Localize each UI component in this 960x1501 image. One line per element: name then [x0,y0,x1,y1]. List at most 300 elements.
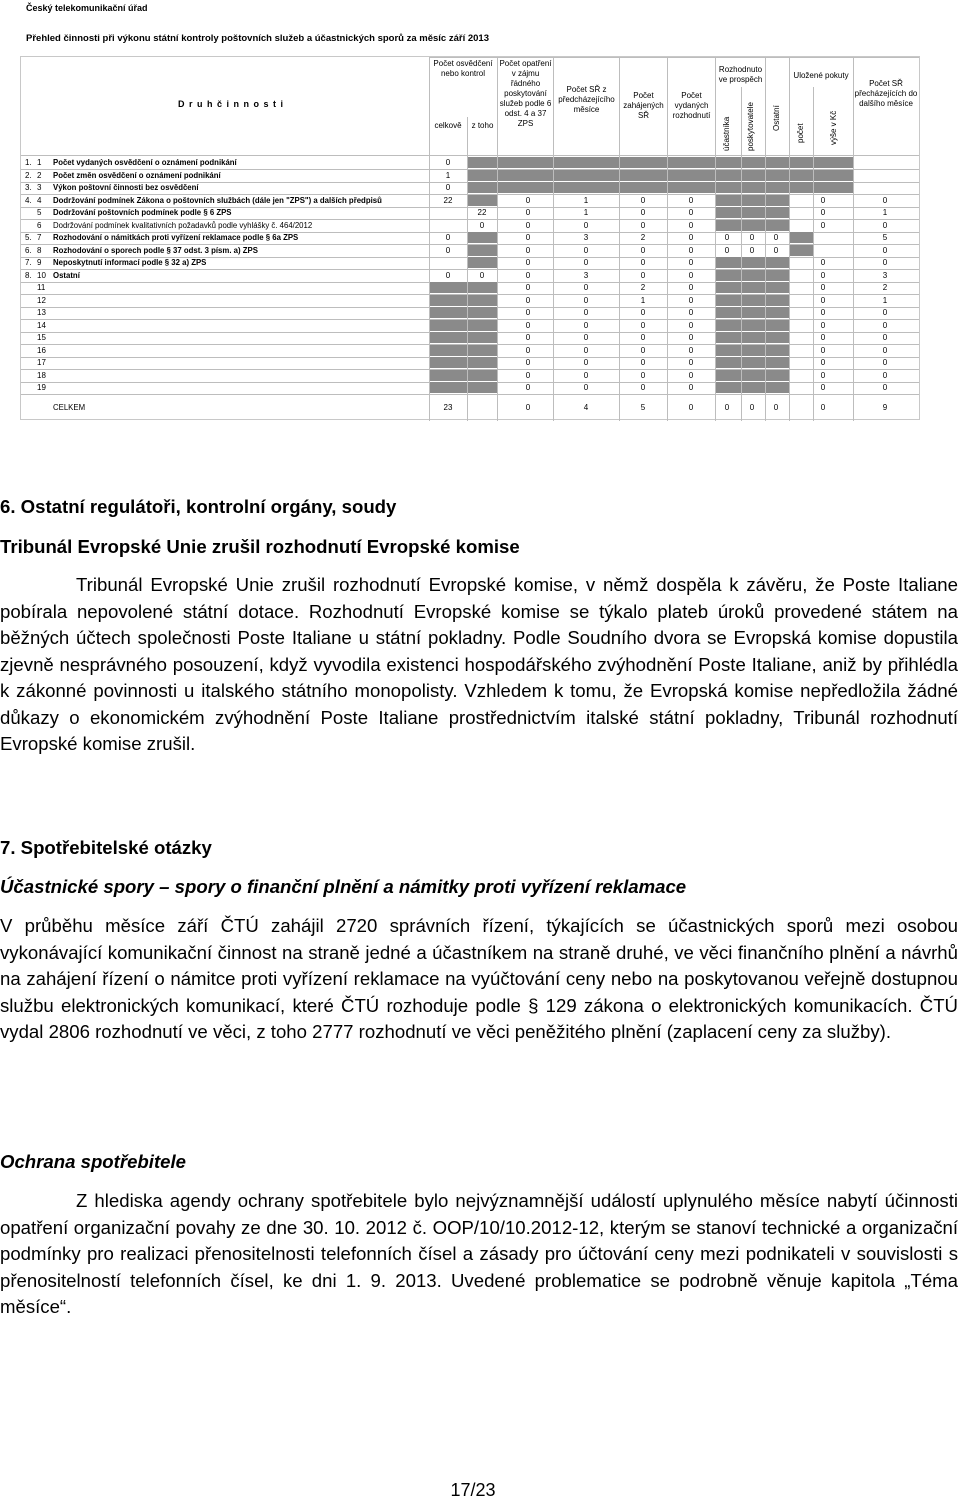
header-prechazejicich: Počet SŘ přecházejících do dalšího měsíce [854,79,918,108]
cell-value: 0 [479,270,485,280]
figure-org-name: Český telekomunikační úřad [26,3,148,13]
cell-value: 0 [640,333,646,342]
section-6-paragraph: Tribunál Evropské Unie zrušil rozhodnutí Evropské komise, v němž dospěla k závěru, že Poste Italiane pobírala nepovolené státní dotace. Rozhodnutí Evropské komise se týkalo plateb úroků provedené státem na běžných účtech společnosti Poste Italiane u státní pokladny. Podle Soudního dvora se Evropská komise dopustila zjevně nesprávného posouzení, když vyvodila existenci hospodářského zvýhodnění Poste Italiane, aniž by přihlédla k zákonné povinnosti u italského státního monopolisty. Vzhledem k tomu, že Evropská komise nepředložila žádné důkazy o ekonomickém zvýhodnění Poste Italiane prostřednictvím italské státní pokladny, Tribunál rozhodnutí Evropské komise zrušil. [0,574,958,754]
shaded-cell [742,332,765,343]
cell-value: 1 [640,295,646,305]
cell-value: 0 [882,195,888,205]
shaded-cell [716,170,741,181]
cell-value: 3 [882,270,888,280]
row-index: 14 [37,320,46,330]
shaded-cell [766,207,789,218]
table-row [21,307,921,319]
cell-value: 0 [583,308,589,317]
shaded-cell [766,282,789,293]
row-index: 4 [37,195,42,205]
header-ve-prospech: Rozhodnuto ve prospěch [718,65,763,84]
cell-value: 0 [820,358,826,367]
shaded-cell [716,357,741,368]
cell-value: 0 [688,358,694,367]
cell-value: 0 [724,233,730,242]
table-row [21,282,921,294]
shaded-cell [742,257,765,268]
shaded-cell [742,182,765,193]
cell-value: 0 [525,270,531,280]
cell-value: 0 [525,283,531,292]
shaded-cell [554,157,619,168]
shaded-cell [716,220,741,231]
cell-value: 0 [820,295,826,305]
shaded-cell [668,182,715,193]
shaded-cell [468,345,497,356]
shaded-cell [766,307,789,318]
cell-value: 0 [583,333,589,342]
row-label: Počet změn osvědčení o oznámení podnikání [53,170,221,180]
cell-value: 0 [773,233,779,242]
row-number: 8. [25,270,32,280]
header-poskytovatele: poskytovatele [746,102,755,151]
header-celkem: celkově [434,121,462,130]
header-vyse: výše v Kč [829,110,838,145]
figure-title: Přehled činnosti při výkonu státní kontroly poštovních služeb a účastnických sporů za měsíc září 2013 [26,33,489,44]
cell-value: 0 [882,308,888,317]
shaded-cell [620,182,667,193]
shaded-cell [498,170,553,181]
shaded-cell [742,282,765,293]
cell-value: 0 [820,333,826,342]
shaded-cell [742,370,765,381]
shaded-cell [468,182,497,193]
cell-value: 0 [525,358,531,367]
shaded-cell [430,357,467,368]
shaded-cell [790,245,813,256]
row-label: Rozhodování o sporech podle § 37 odst. 3 písm. a) ZPS [53,245,258,255]
header-bottom-line [21,155,919,156]
header-ulozene: Uložené pokuty [793,71,849,80]
cell-value: 0 [820,270,826,280]
shaded-cell [742,307,765,318]
cell-value: 0 [640,245,646,255]
cell-value: 0 [525,220,531,230]
cell-value: 0 [583,283,589,292]
cell-value: 0 [773,245,779,255]
shaded-cell [742,382,765,393]
cell-value: 0 [882,383,888,392]
shaded-cell [554,170,619,181]
consumer-protection-heading: Ochrana spotřebitele [0,1151,186,1172]
shaded-cell [716,382,741,393]
row-number: 6. [25,245,32,255]
cell-value: 0 [583,383,589,392]
cell-value: 0 [525,320,531,330]
table-total-row [21,402,921,414]
cell-value: 0 [583,245,589,255]
row-index: 9 [37,258,42,267]
row-index: 17 [37,358,46,367]
cell-value: 0 [640,370,646,380]
cell-value: 0 [820,258,826,267]
shaded-cell [468,382,497,393]
shaded-cell [766,332,789,343]
total-value: 0 [773,403,779,412]
table-row [21,320,921,332]
shaded-cell [468,245,497,256]
cell-value: 0 [640,220,646,230]
total-label: CELKEM [53,403,86,412]
total-value: 0 [820,403,826,412]
shaded-cell [430,307,467,318]
shaded-cell [766,357,789,368]
row-index: 16 [37,345,46,355]
cell-value: 0 [640,345,646,355]
cell-value: 2 [882,283,888,292]
cell-value: 0 [820,320,826,330]
row-label: Dodržování podmínek Zákona o poštovních službách (dále jen "ZPS") a dalších předpisů [53,195,382,205]
cell-value: 0 [445,183,451,192]
row-number: 3. [25,183,32,192]
header-ztoho: z toho [471,121,494,130]
cell-value: 0 [688,220,694,230]
row-label: Výkon poštovní činnosti bez osvědčení [53,183,199,192]
cell-value: 0 [583,345,589,355]
shaded-cell [766,270,789,281]
shaded-cell [468,295,497,306]
shaded-cell [498,182,553,193]
cell-value: 0 [688,383,694,392]
row-index: 7 [37,233,42,242]
shaded-cell [468,195,497,206]
shaded-cell [430,345,467,356]
cell-value: 0 [640,208,646,217]
shaded-cell [716,320,741,331]
row-number: 4. [25,195,32,205]
table-row [21,382,921,394]
row-index: 10 [37,270,46,280]
shaded-cell [814,170,853,181]
cell-value: 0 [882,345,888,355]
row-label: Rozhodování o námitkách proti vyřízení reklamace podle § 6a ZPS [53,233,299,242]
shaded-cell [814,157,853,168]
cell-value: 0 [882,358,888,367]
cell-value: 1 [882,295,888,305]
table-row [21,295,921,307]
shaded-cell [716,207,741,218]
shaded-cell [468,282,497,293]
row-index: 15 [37,333,46,342]
cell-value: 0 [640,358,646,367]
header-ostatni: Ostatní [772,105,781,131]
cell-value: 0 [525,258,531,267]
total-value: 0 [688,403,694,412]
shaded-cell [668,170,715,181]
shaded-cell [498,157,553,168]
shaded-cell [468,232,497,243]
shaded-cell [430,332,467,343]
table-row [21,270,921,282]
cell-value: 0 [688,233,694,242]
table-row [21,157,921,169]
shaded-cell [766,170,789,181]
section-6-subheading: Tribunál Evropské Unie zrušil rozhodnutí Evropské komise [0,536,520,557]
cell-value: 0 [583,370,589,380]
shaded-cell [790,182,813,193]
shaded-cell [790,170,813,181]
cell-value: 0 [640,320,646,330]
table-row [21,345,921,357]
cell-value: 2 [640,233,646,242]
shaded-cell [716,307,741,318]
cell-value: 0 [820,208,826,217]
cell-value: 0 [820,283,826,292]
cell-value: 0 [479,220,485,230]
shaded-cell [766,382,789,393]
cell-value: 1 [583,208,589,217]
cell-value: 0 [882,220,888,230]
shaded-cell [468,157,497,168]
cell-value: 5 [882,233,888,242]
shaded-cell [716,195,741,206]
cell-value: 0 [820,308,826,317]
shaded-cell [766,195,789,206]
header-zahajenych: Počet zahájených SŘ [623,91,664,120]
table-row [21,357,921,369]
cell-value: 0 [583,258,589,267]
cell-value: 0 [525,333,531,342]
shaded-cell [430,382,467,393]
shaded-cell [766,220,789,231]
table-row [21,207,921,219]
shaded-cell [742,270,765,281]
cell-value: 0 [525,233,531,242]
shaded-cell [468,357,497,368]
shaded-cell [742,220,765,231]
row-number: 7. [25,258,32,267]
cell-value: 2 [640,283,646,292]
cell-value: 0 [688,208,694,217]
cell-value: 0 [688,308,694,317]
shaded-cell [742,320,765,331]
activity-table-figure [20,0,920,420]
cell-value: 0 [640,270,646,280]
shaded-cell [468,370,497,381]
cell-value: 0 [820,370,826,380]
row-index: 2 [37,170,42,180]
cell-value: 0 [640,308,646,317]
shaded-cell [716,332,741,343]
table-row [21,220,921,232]
section-7-paragraph-2: Z hlediska agendy ochrany spotřebitele bylo nejvýznamnější událostí uplynulého měsíce nabytí účinnosti opatření organizační povahy ze dne 30. 10. 2012 č. OOP/10/10.2012-12, kterým se stanoví technické a organizační podmínky pro realizaci přenositelnosti telefonních čísel a zásady pro účtování ceny mezi podnikateli v souvislosti s přenositelností telefonních čísel, ke dni 1. 9. 2013. Uvedené problematice se podrobně věnuje kapitola „Téma měsíce“. [0,1190,958,1317]
cell-value: 0 [583,320,589,330]
row-number: 1. [25,158,32,167]
shaded-cell [766,182,789,193]
shaded-cell [790,232,813,243]
cell-value: 0 [882,333,888,342]
cell-value: 0 [749,233,755,242]
cell-value: 0 [525,345,531,355]
row-index: 11 [37,283,46,292]
row-label: Dodržování poštovních podmínek podle § 6 ZPS [53,208,232,217]
cell-value: 0 [688,345,694,355]
cell-value: 0 [525,208,531,217]
row-index: 6 [37,220,42,230]
section-7-subheading: Účastnické spory – spory o finanční plnění a námitky proti vyřízení reklamace [0,876,687,897]
shaded-cell [716,182,741,193]
shaded-cell [766,370,789,381]
shaded-cell [430,370,467,381]
shaded-cell [468,307,497,318]
activity-table [20,56,920,420]
table-row [21,245,921,257]
cell-value: 0 [445,233,451,242]
table-row [21,257,921,269]
row-index: 18 [37,370,46,380]
header-predchazejici: Počet SŘ z předcházejícího měsíce [558,85,615,114]
section-6-heading: 6. Ostatní regulátoři, kontrolní orgány, soudy [0,496,397,517]
total-value: 0 [724,403,730,412]
total-value: 9 [882,403,888,412]
table-row [21,332,921,344]
shaded-cell [716,345,741,356]
cell-value: 0 [749,245,755,255]
cell-value: 0 [688,295,694,305]
cell-value: 1 [583,195,589,205]
shaded-cell [742,295,765,306]
shaded-cell [554,182,619,193]
row-number: 5. [25,233,32,242]
page-number: 17/23 [450,1480,496,1500]
row-index: 5 [37,208,42,217]
cell-value: 22 [443,195,453,205]
row-label: Neposkytnutí informací podle § 32 a) ZPS [53,258,207,267]
row-index: 3 [37,183,42,192]
shaded-cell [790,157,813,168]
cell-value: 3 [583,270,589,280]
shaded-cell [620,157,667,168]
shaded-cell [468,320,497,331]
cell-value: 0 [525,308,531,317]
row-number: 2. [25,170,32,180]
row-label: Počet vydaných osvědčení o oznámení podnikání [53,158,237,167]
cell-value: 1 [445,170,451,180]
total-value: 5 [640,403,646,412]
cell-value: 1 [882,208,888,217]
cell-value: 0 [445,270,451,280]
shaded-cell [742,207,765,218]
cell-value: 3 [583,233,589,242]
shaded-cell [742,357,765,368]
header-top-line [429,57,919,58]
shaded-cell [742,157,765,168]
cell-value: 0 [688,195,694,205]
row-label: Dodržování podmínek kvalitativních požadavků podle vyhlášky č. 464/2012 [53,220,313,230]
cell-value: 0 [640,383,646,392]
row-divider [21,394,919,395]
table-row [21,232,921,244]
shaded-cell [766,320,789,331]
shaded-cell [716,282,741,293]
cell-value: 0 [525,245,531,255]
shaded-cell [716,157,741,168]
shaded-cell [742,345,765,356]
cell-value: 0 [882,245,888,255]
header-ucastnika: účastníka [722,116,731,151]
row-index: 8 [37,245,42,255]
header-pocet: počet [796,123,805,143]
cell-value: 0 [525,383,531,392]
cell-value: 0 [640,195,646,205]
table-row [21,170,921,182]
shaded-cell [814,182,853,193]
section-7-paragraph-1: V průběhu měsíce září ČTÚ zahájil 2720 správních řízení, týkajících se účastnických sporů mezi osobou vykonávající komunikační činnost na straně jedné a účastníkem na straně druhé, ve věci finančního plnění a návrhů na zahájení řízení o námitce proti vyřízení reklamace na vyúčtování ceny nebo na poskytovanou veřejně dostupnou službu elektronických komunikací, které ČTÚ rozhoduje podle § 129 zákona o elektronických komunikacích. ČTÚ vydal 2806 rozhodnutí ve věci, z toho 2777 rozhodnutí ve věci peněžitého plnění (zaplacení ceny za služby). [0,915,958,1042]
cell-value: 0 [525,195,531,205]
header-druh: D r u h č i n n o s t i [177,99,284,109]
cell-value: 0 [688,370,694,380]
table-row [21,370,921,382]
total-value: 0 [749,403,755,412]
header-osvedceni: Počet osvědčení nebo kontrol [433,59,493,78]
cell-value: 0 [688,258,694,267]
cell-value: 0 [882,370,888,380]
cell-value: 22 [477,208,487,217]
cell-value: 0 [882,320,888,330]
cell-value: 0 [525,295,531,305]
cell-value: 0 [445,158,451,167]
cell-value: 0 [583,220,589,230]
cell-value: 0 [724,245,730,255]
cell-value: 0 [445,245,451,255]
cell-value: 0 [688,245,694,255]
cell-value: 0 [820,383,826,392]
shaded-cell [766,295,789,306]
shaded-cell [766,157,789,168]
header-vydanych: Počet vydaných rozhodnutí [672,91,711,120]
section-7-heading: 7. Spotřebitelské otázky [0,837,212,858]
cell-value: 0 [820,195,826,205]
row-index: 13 [37,308,46,317]
table-row [21,182,921,194]
total-value: 0 [525,403,531,412]
shaded-cell [766,345,789,356]
shaded-cell [716,257,741,268]
cell-value: 0 [583,295,589,305]
row-index: 1 [37,158,42,167]
cell-value: 0 [820,345,826,355]
cell-value: 0 [688,333,694,342]
cell-value: 0 [820,220,826,230]
cell-value: 0 [640,258,646,267]
row-index: 12 [37,295,46,305]
row-index: 19 [37,383,46,392]
total-value: 4 [583,403,589,412]
shaded-cell [766,257,789,268]
shaded-cell [742,195,765,206]
shaded-cell [716,295,741,306]
shaded-cell [620,170,667,181]
total-value: 23 [443,403,453,412]
shaded-cell [430,295,467,306]
shaded-cell [468,257,497,268]
shaded-cell [468,332,497,343]
shaded-cell [742,170,765,181]
cell-value: 0 [882,258,888,267]
shaded-cell [430,320,467,331]
shaded-cell [716,270,741,281]
shaded-cell [716,370,741,381]
cell-value: 0 [688,320,694,330]
cell-value: 0 [583,358,589,367]
row-label: Ostatní [53,270,80,280]
table-row [21,195,921,207]
cell-value: 0 [688,270,694,280]
